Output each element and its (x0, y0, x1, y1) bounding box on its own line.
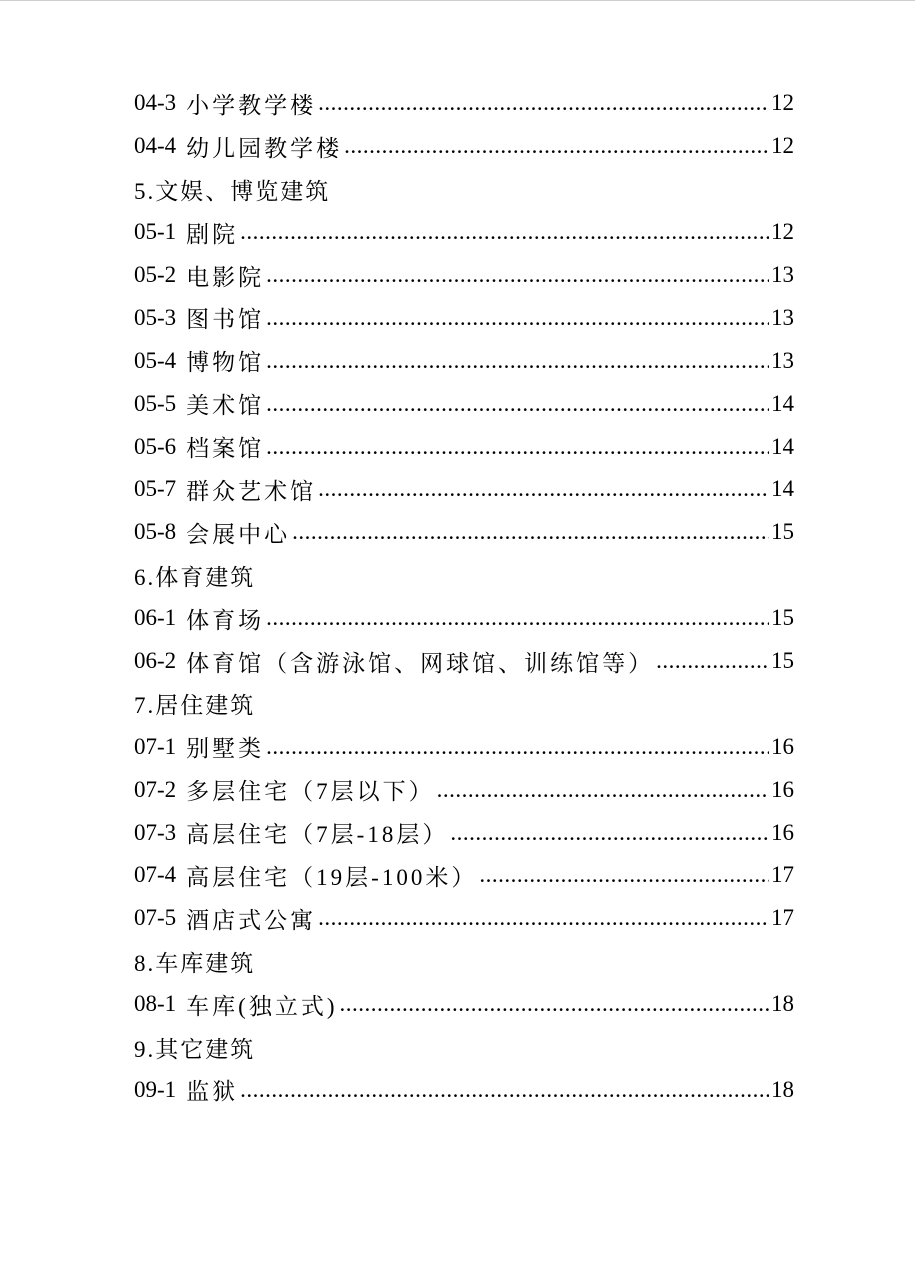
entry-title: 体育馆（含游泳馆、网球馆、训练馆等） (186, 650, 655, 676)
entry-page-number: 15 (771, 605, 794, 631)
entry-code: 05-8 (134, 519, 177, 545)
dot-leader (266, 305, 769, 331)
entry-code: 06-1 (134, 605, 177, 631)
dot-leader (292, 519, 769, 545)
dot-leader (340, 991, 770, 1017)
toc-entry[interactable] (134, 983, 794, 1026)
toc-entry[interactable] (134, 640, 794, 683)
entry-code: 07-1 (134, 733, 177, 759)
toc-entry[interactable] (134, 425, 794, 468)
entry-title: 监狱 (186, 1079, 239, 1105)
dot-leader (266, 434, 769, 460)
section-heading-text: 5.文娱、博览建筑 (134, 178, 331, 204)
entry-title: 图书馆 (186, 307, 265, 333)
entry-page-number: 16 (771, 776, 794, 802)
toc-entry[interactable] (134, 725, 794, 768)
entry-title: 群众艺术馆 (186, 478, 317, 504)
entry-code: 04-4 (134, 133, 177, 159)
entry-code: 05-6 (134, 433, 177, 459)
dot-leader (266, 348, 769, 374)
entry-page-number: 14 (771, 476, 794, 502)
toc-section-heading (134, 682, 794, 725)
dot-leader (266, 391, 769, 417)
toc-entry[interactable] (134, 811, 794, 854)
dot-leader (450, 820, 769, 846)
section-heading-text: 8.车库建筑 (134, 950, 256, 976)
toc-entry[interactable] (134, 339, 794, 382)
entry-page-number: 18 (771, 991, 794, 1017)
entry-page-number: 13 (771, 347, 794, 373)
entry-code: 07-4 (134, 862, 177, 888)
entry-page-number: 16 (771, 733, 794, 759)
entry-code: 07-5 (134, 905, 177, 931)
dot-leader (656, 648, 769, 674)
entry-page-number: 13 (771, 262, 794, 287)
toc-section-heading (134, 168, 794, 211)
entry-title: 车库(独立式) (186, 993, 338, 1019)
entry-code: 05-7 (134, 476, 177, 502)
dot-leader (266, 734, 769, 760)
entry-page-number: 12 (771, 133, 794, 159)
entry-title: 会展中心 (186, 521, 291, 547)
entry-title: 高层住宅（7层-18层） (186, 822, 449, 848)
entry-code: 06-2 (134, 648, 177, 674)
section-heading-text: 6.体育建筑 (134, 564, 256, 590)
entry-page-number: 12 (771, 219, 794, 245)
entry-title: 博物馆 (186, 350, 265, 376)
dot-leader (240, 1077, 769, 1103)
entry-code: 05-1 (134, 219, 177, 245)
entry-title: 多层住宅（7层以下） (186, 779, 435, 805)
entry-title: 高层住宅（19层-100米） (186, 864, 478, 890)
dot-leader (479, 862, 769, 888)
entry-page-number: 17 (771, 905, 794, 931)
section-heading-text: 9.其它建筑 (134, 1036, 256, 1062)
page-top-border (0, 0, 915, 1)
toc-entry[interactable] (134, 897, 794, 940)
entry-page-number: 16 (771, 819, 794, 845)
dot-leader (344, 133, 769, 159)
toc-entry[interactable] (134, 768, 794, 811)
toc-entry[interactable] (134, 254, 794, 297)
entry-title: 美术馆 (186, 393, 265, 419)
toc-section-heading (134, 940, 794, 983)
entry-title: 电影院 (186, 264, 265, 290)
entry-title: 别墅类 (186, 736, 265, 762)
toc-entry[interactable] (134, 125, 794, 168)
entry-title: 体育场 (186, 607, 265, 633)
entry-code: 05-4 (134, 347, 177, 373)
entry-title: 剧院 (186, 221, 239, 247)
entry-code: 04-3 (134, 90, 177, 116)
entry-title: 档案馆 (186, 436, 265, 462)
toc-entry[interactable] (134, 211, 794, 254)
entry-title: 小学教学楼 (186, 92, 317, 118)
entry-code: 07-3 (134, 819, 177, 845)
entry-code: 07-2 (134, 776, 177, 802)
entry-page-number: 12 (771, 90, 794, 116)
entry-code: 05-5 (134, 390, 177, 416)
toc-entry[interactable] (134, 296, 794, 339)
entry-code: 09-1 (134, 1076, 177, 1102)
entry-page-number: 14 (771, 390, 794, 416)
entry-code: 05-3 (134, 304, 177, 330)
dot-leader (240, 219, 769, 245)
toc-entry[interactable] (134, 468, 794, 511)
entry-page-number: 18 (771, 1076, 794, 1102)
entry-title: 幼儿园教学楼 (186, 135, 343, 161)
dot-leader (437, 777, 769, 803)
toc-entry[interactable] (134, 511, 794, 554)
dot-leader (266, 605, 769, 631)
toc-entry[interactable] (134, 854, 794, 897)
dot-leader (318, 90, 769, 116)
entry-page-number: 14 (771, 433, 794, 459)
entry-title: 酒店式公寓 (186, 907, 317, 933)
entry-code: 05-2 (134, 262, 177, 287)
entry-page-number: 17 (771, 862, 794, 888)
dot-leader (266, 262, 769, 288)
dot-leader (318, 905, 769, 931)
section-heading-text: 7.居住建筑 (134, 693, 256, 719)
toc-entry[interactable] (134, 597, 794, 640)
entry-page-number: 15 (771, 648, 794, 674)
entry-page-number: 15 (771, 519, 794, 545)
toc-section-heading (134, 1026, 794, 1069)
toc-section-heading (134, 554, 794, 597)
table-of-contents (134, 82, 794, 1111)
dot-leader (318, 476, 769, 502)
toc-entry[interactable] (134, 382, 794, 425)
entry-page-number: 13 (771, 304, 794, 330)
entry-code: 08-1 (134, 991, 177, 1017)
toc-entry[interactable] (134, 1068, 794, 1111)
toc-entry[interactable] (134, 82, 794, 125)
